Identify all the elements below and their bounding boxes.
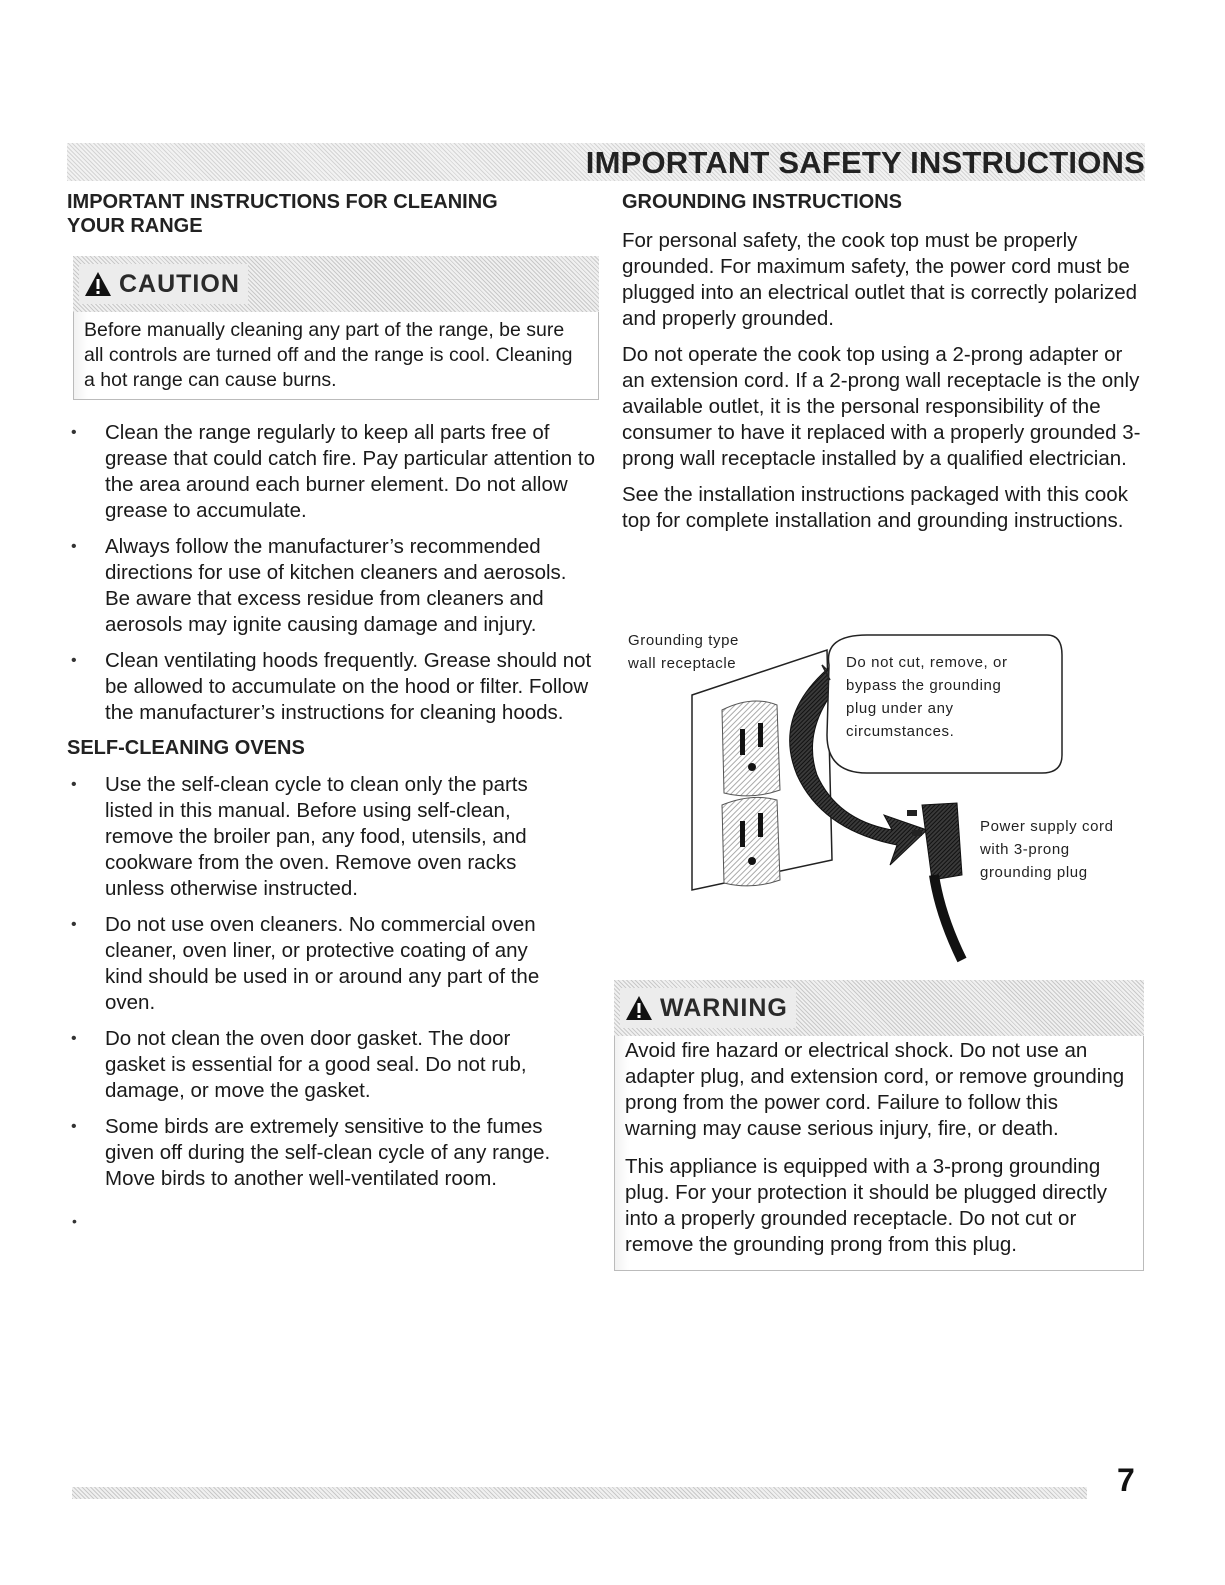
list-item: • Use the self-clean cycle to clean only the parts listed in this manual. Before using self-clean, remove the broiler pan, any food, utensils, and cookware from the oven. Remove oven racks unless otherwise instructed.: [67, 772, 567, 902]
warning-band: [614, 980, 1144, 1036]
warning-triangle-icon: [624, 994, 654, 1022]
list-item: • Some birds are extremely sensitive to the fumes given off during the self-clean cycle of any range. Move birds to another well-ventilated room.: [67, 1114, 567, 1192]
caution-message: Before manually cleaning any part of the range, be sure all controls are turned off and the range is cool. Cleaning a hot range can cause burns.: [84, 319, 573, 391]
cleaning-bullets: [67, 420, 597, 726]
right-column: [622, 190, 1147, 544]
list-item: • Do not use oven cleaners. No commercial oven cleaner, oven liner, or protective coating of any kind should be used in or around any part of the oven.: [67, 912, 567, 1016]
list-item: • Do not clean the oven door gasket. The door gasket is essential for a good seal. Do not rub, damage, or move the gasket.: [67, 1026, 567, 1104]
cord-label-line-2: with 3-prong: [980, 841, 1070, 858]
stray-bullet: •: [72, 1213, 77, 1229]
caution-text: CAUTION: [119, 270, 240, 298]
callout-line-2: bypass the grounding: [846, 677, 1002, 694]
cord-label-line-1: Power supply cord: [980, 818, 1114, 835]
footer-band: [72, 1487, 1087, 1499]
warning-text: WARNING: [660, 994, 788, 1022]
self-clean-heading: SELF-CLEANING OVENS: [67, 737, 305, 759]
callout-line-3: plug under any: [846, 700, 954, 717]
cord-label-line-3: grounding plug: [980, 864, 1088, 881]
warning-triangle-icon: [83, 270, 113, 298]
caution-box: [73, 256, 599, 400]
warning-body: [614, 1036, 1144, 1271]
list-item: • Clean ventilating hoods frequently. Grease should not be allowed to accumulate on the hood or filter. Follow the manufacturer’s instructions for cleaning hoods.: [67, 648, 597, 726]
caution-label: [79, 264, 248, 304]
warning-message-2: This appliance is equipped with a 3-prong grounding plug. For your protection it should be plugged directly into a properly grounded receptacle. Do not cut or remove the grounding prong from this plug.: [625, 1155, 1108, 1256]
grounding-paragraph-3: See the installation instructions packaged with this cook top for complete installation and grounding instructions.: [622, 483, 1128, 532]
warning-label: [620, 988, 796, 1028]
self-clean-bullets: [67, 772, 567, 1192]
page-number: 7: [1117, 1462, 1135, 1498]
warning-box: [614, 980, 1144, 1271]
receptacle-label-line-2: wall receptacle: [628, 655, 737, 672]
page-title: IMPORTANT SAFETY INSTRUCTIONS: [585, 145, 1145, 180]
grounding-figure: [622, 625, 1142, 970]
callout-line-1: Do not cut, remove, or: [846, 654, 1008, 671]
warning-message-1: Avoid fire hazard or electrical shock. Do not use an adapter plug, and extension cord, or remove grounding prong from the power cord. Failure to follow this warning may cause serious injury, fire, or death.: [625, 1039, 1125, 1140]
header-band: [67, 143, 1145, 181]
list-item: • Clean the range regularly to keep all parts free of grease that could catch fire. Pay particular attention to the area around each burner element. Do not allow grease to accumulate.: [67, 420, 597, 524]
caution-body: [73, 312, 599, 400]
grounding-paragraph-2: Do not operate the cook top using a 2-prong adapter or an extension cord. If a 2-prong wall receptacle is the only available outlet, it is the personal responsibility of the consumer to have it replaced with a properly grounded 3-prong wall receptacle installed by a qualified electrician.: [622, 343, 1141, 470]
list-item: • Always follow the manufacturer’s recommended directions for use of kitchen cleaners and aerosols. Be aware that excess residue from cleaners and aerosols may ignite causing damage and injury.: [67, 534, 597, 638]
callout-line-4: circumstances.: [846, 723, 955, 740]
caution-band: [73, 256, 599, 312]
grounding-paragraph-1: For personal safety, the cook top must be properly grounded. For maximum safety, the power cord must be plugged into an electrical outlet that is correctly polarized and properly grounded.: [622, 229, 1138, 330]
cleaning-heading: IMPORTANT INSTRUCTIONS FOR CLEANING YOUR RANGE: [67, 191, 498, 237]
left-column: [67, 190, 597, 1202]
receptacle-label-line-1: Grounding type: [628, 632, 739, 649]
grounding-heading: GROUNDING INSTRUCTIONS: [622, 191, 902, 213]
